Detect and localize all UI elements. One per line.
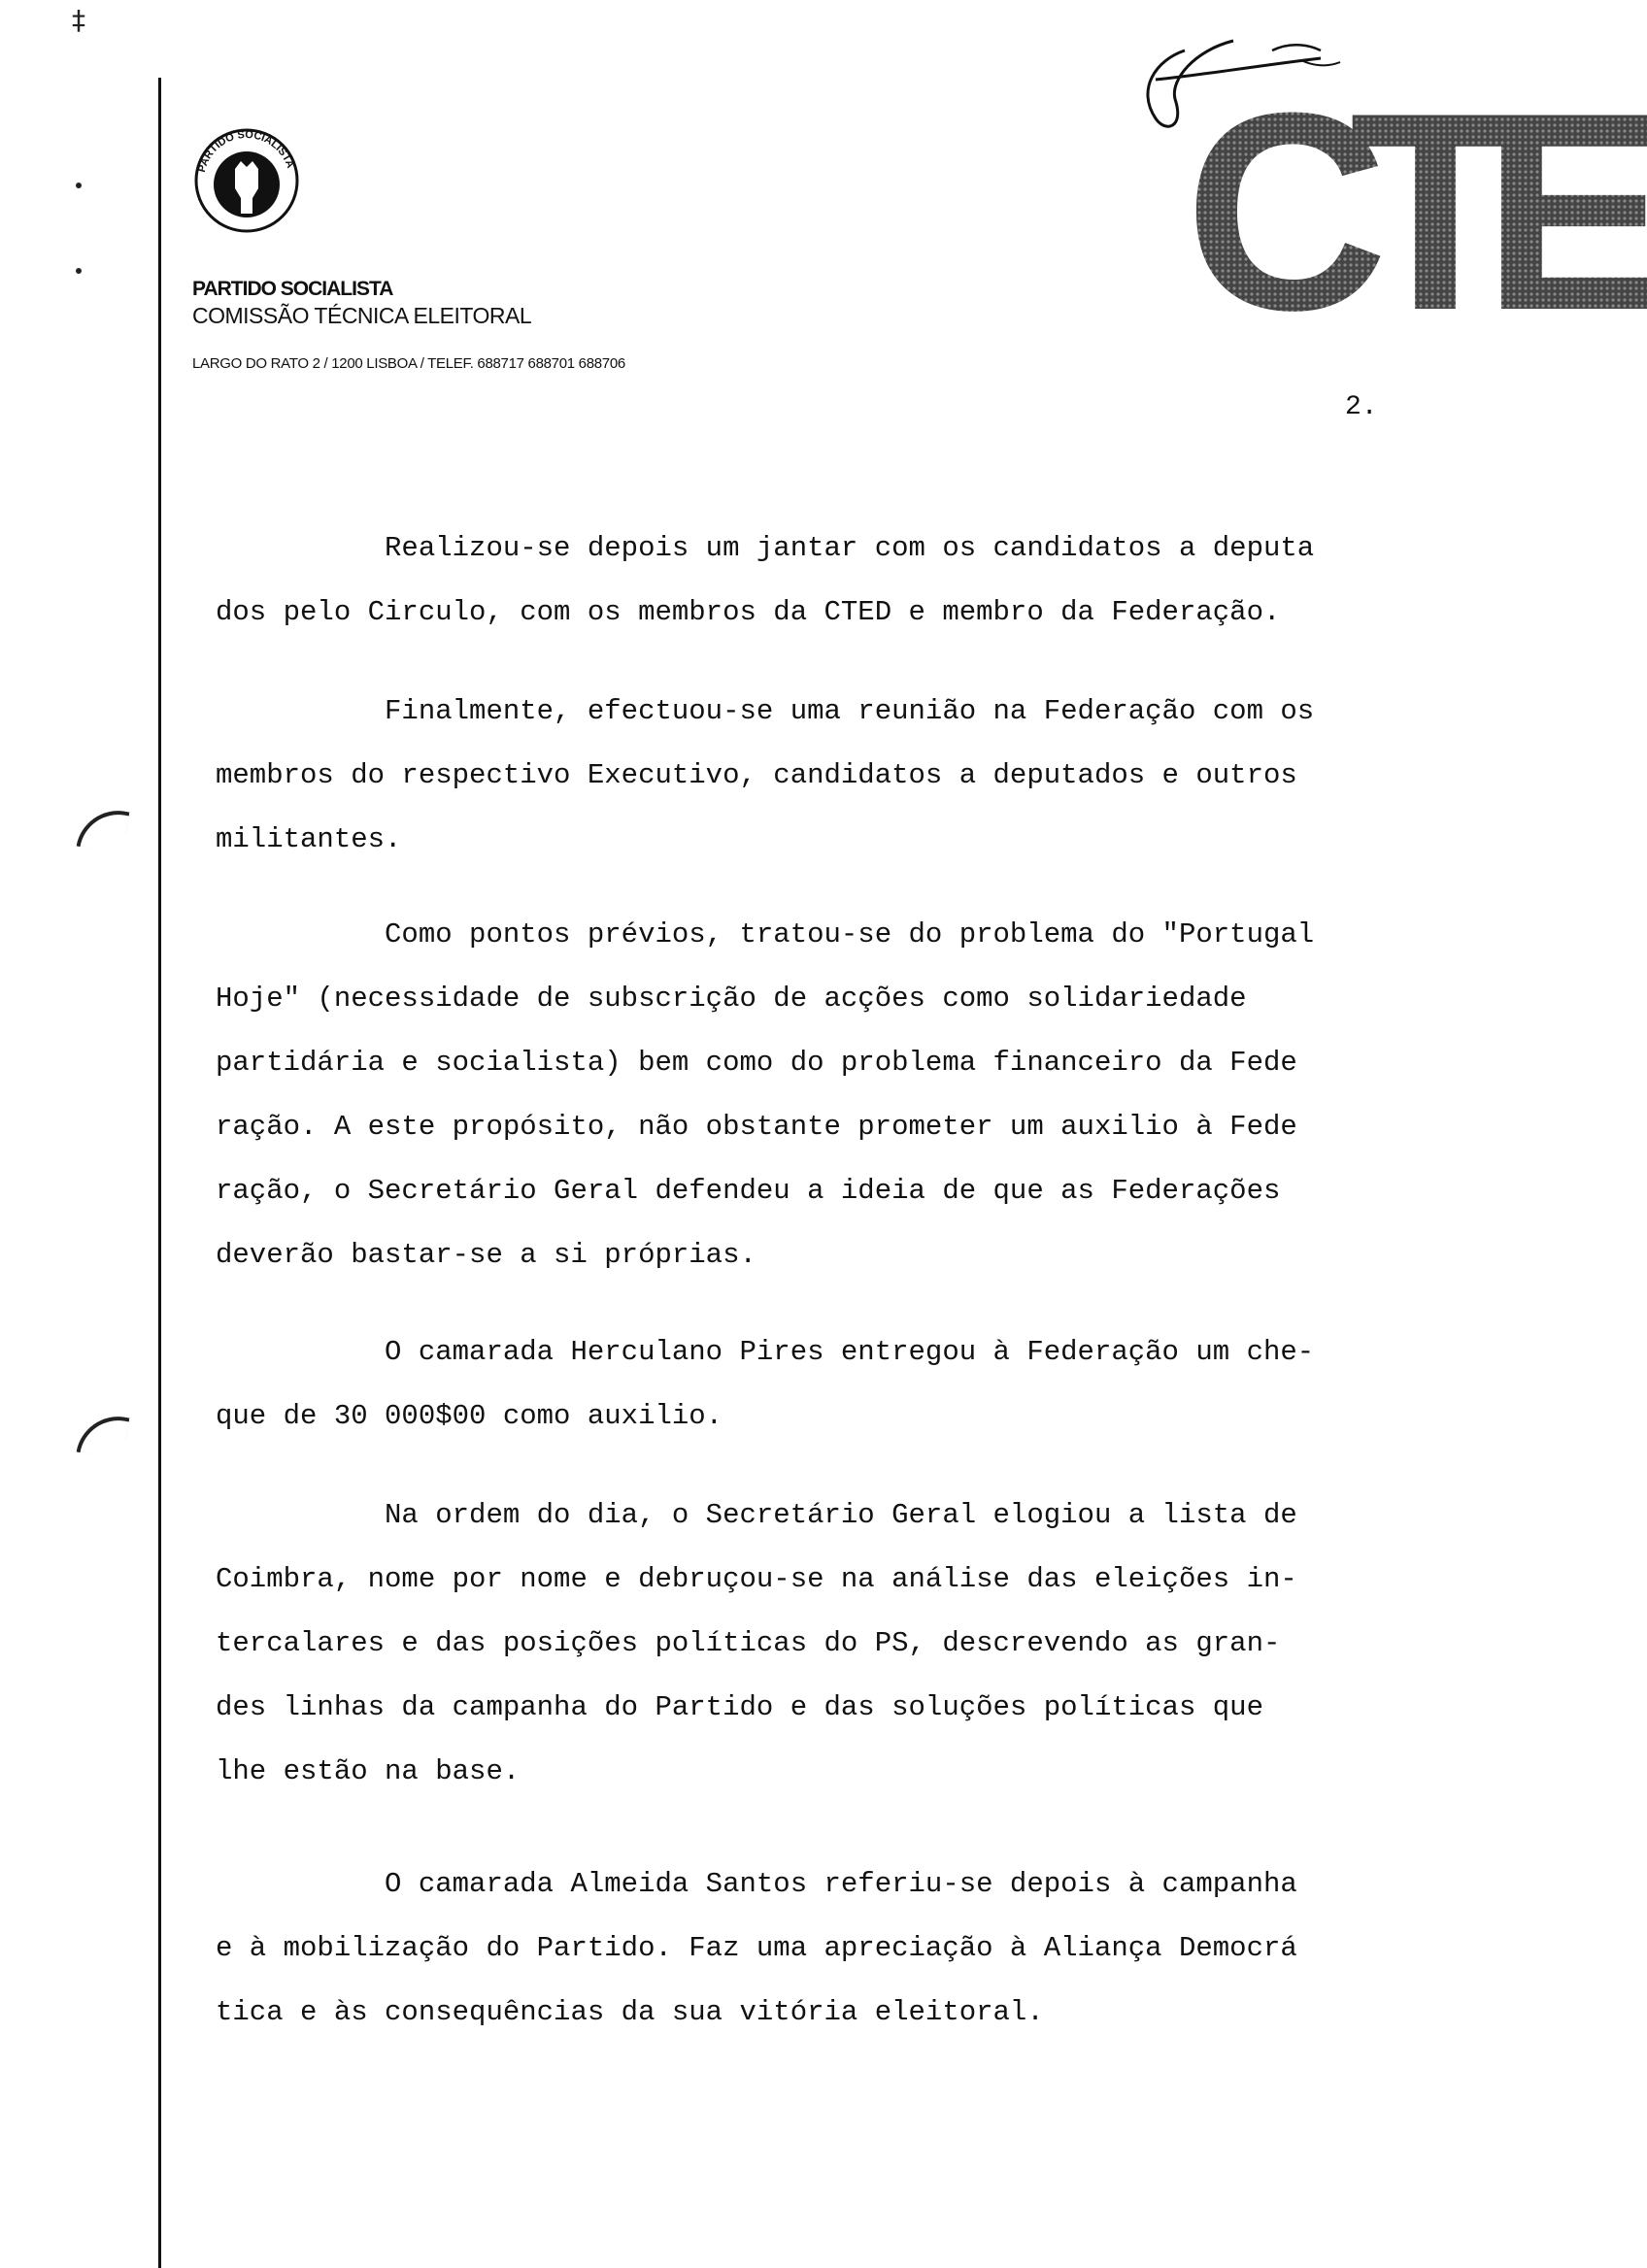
page-number: 2. <box>1345 392 1378 422</box>
text-line: ração, o Secretário Geral defendeu a ideia de que as Federações <box>216 1175 1281 1207</box>
punch-dot <box>76 183 82 188</box>
text-line: lhe estão na base. <box>216 1755 521 1787</box>
text-line: deverão bastar-se a si próprias. <box>216 1239 756 1271</box>
punch-dot <box>76 268 82 274</box>
paragraph <box>216 680 1478 872</box>
text-line: O camarada Almeida Santos referiu-se depois à campanha <box>216 1868 1297 1900</box>
text-line: Realizou-se depois um jantar com os candidatos a deputa <box>216 532 1315 564</box>
text-line: e à mobilização do Partido. Faz uma apreciação à Aliança Democrá <box>216 1932 1297 1964</box>
punch-hole-arc <box>77 804 130 854</box>
text-line: partidária e socialista) bem como do problema financeiro da Fede <box>216 1047 1297 1079</box>
margin-rule <box>158 78 161 2268</box>
text-line: tica e às consequências da sua vitória eleitoral. <box>216 1996 1044 2028</box>
text-line: militantes. <box>216 823 402 855</box>
svg-text:CTE: CTE <box>1185 54 1631 369</box>
party-seal-logo <box>192 126 301 235</box>
text-line: Hoje" (necessidade de subscrição de acções como solidariedade <box>216 983 1247 1015</box>
paragraph <box>216 517 1478 645</box>
text-line: Finalmente, efectuou-se uma reunião na Federação com os <box>216 695 1315 727</box>
svg-text:PARTIDO SOCIALISTA: PARTIDO SOCIALISTA <box>195 128 296 174</box>
text-line: que de 30 000$00 como auxilio. <box>216 1400 723 1432</box>
org-subtitle: COMISSÃO TÉCNICA ELEITORAL <box>192 303 532 328</box>
text-line: dos pelo Circulo, com os membros da CTED e membro da Federação. <box>216 596 1281 628</box>
paragraph <box>216 1852 1478 2045</box>
pin-mark-icon: ‡ <box>72 4 85 36</box>
paragraph <box>216 1320 1478 1449</box>
paragraph <box>216 1484 1478 1804</box>
text-line: ração. A este propósito, não obstante prometer um auxilio à Fede <box>216 1111 1297 1143</box>
text-line: O camarada Herculano Pires entregou à Federação um che- <box>216 1336 1315 1368</box>
text-line: Como pontos prévios, tratou-se do problema do "Portugal <box>216 918 1315 951</box>
org-name: PARTIDO SOCIALISTA <box>192 278 393 300</box>
cte-logo <box>1185 54 1631 369</box>
text-line: membros do respectivo Executivo, candidatos a deputados e outros <box>216 759 1297 791</box>
text-line: Coimbra, nome por nome e debruçou-se na análise das eleições in- <box>216 1563 1297 1595</box>
text-line: Na ordem do dia, o Secretário Geral elogiou a lista de <box>216 1499 1297 1531</box>
org-address: LARGO DO RATO 2 / 1200 LISBOA / TELEF. 688717 688701 688706 <box>192 355 625 372</box>
paragraph <box>216 903 1478 1287</box>
text-line: tercalares e das posições políticas do PS, descrevendo as gran- <box>216 1627 1281 1659</box>
punch-hole-arc <box>77 1410 130 1460</box>
text-line: des linhas da campanha do Partido e das soluções políticas que <box>216 1691 1263 1723</box>
